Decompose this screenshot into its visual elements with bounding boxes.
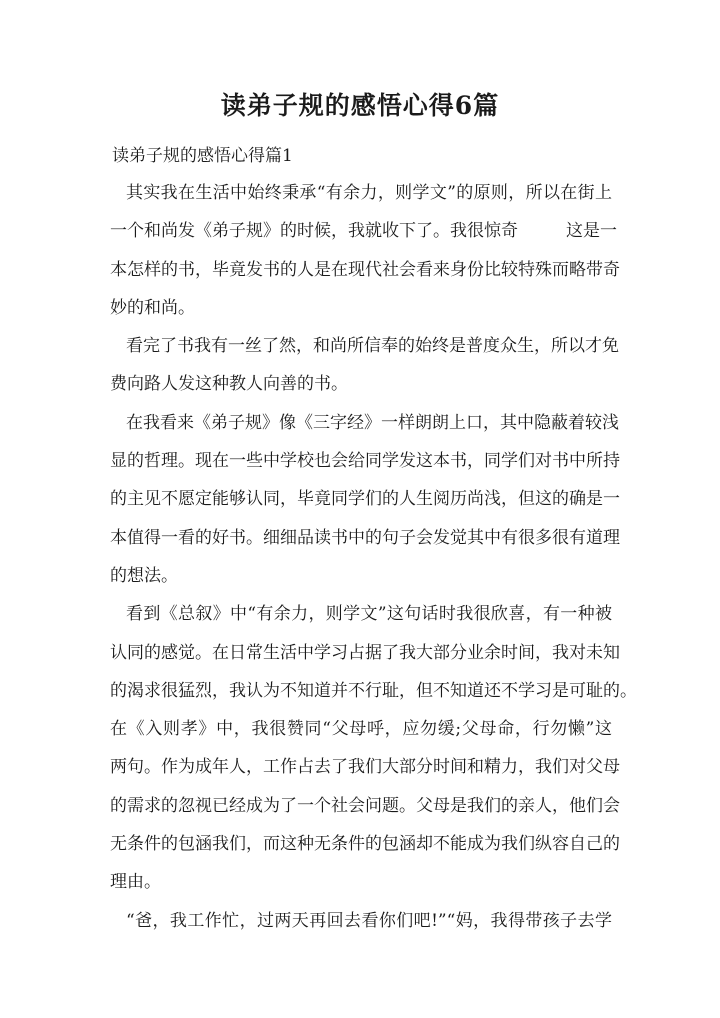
document-body xyxy=(110,174,637,940)
section-heading: 读弟子规的感悟心得篇1 xyxy=(112,146,293,166)
text-line: 看到《总叙》中“有余力，则学文”这句话时我很欣喜，有一种被 xyxy=(126,604,612,625)
text-line: 本值得一看的好书。细细品读书中的句子会发觉其中有很多很有道理 xyxy=(110,527,620,548)
text-line: 的需求的忽视已经成为了一个社会问题。父母是我们的亲人，他们会 xyxy=(110,795,620,816)
text-line: 其实我在生活中始终秉承“有余力，则学文”的原则，所以在街上 xyxy=(126,183,612,203)
text-line: 本怎样的书，毕竟发书的人是在现代社会看来身份比较特殊而略带奇 xyxy=(110,259,620,280)
text-line: 认同的感觉。在日常生活中学习占据了我大部分业余时间，我对未知 xyxy=(110,642,620,663)
text-line: 显的哲理。现在一些中学校也会给同学发这本书，同学们对书中所持 xyxy=(110,451,620,472)
document-title: 读弟子规的感悟心得6篇 xyxy=(220,91,500,120)
text-line: 无条件的包涵我们，而这种无条件的包涵却不能成为我们纵容自己的 xyxy=(110,834,620,855)
text-line: 理由。 xyxy=(110,872,161,893)
text-line: 费向路人发这种教人向善的书。 xyxy=(110,374,348,395)
text-line: 妙的和尚。 xyxy=(110,297,195,318)
text-line: “爸，我工作忙，过两天再回去看你们吧!”“妈，我得带孩子去学 xyxy=(126,910,612,931)
text-line: 的主见不愿定能够认同，毕竟同学们的人生阅历尚浅，但这的确是一 xyxy=(110,489,620,510)
text-line: 两句。作为成年人，工作占去了我们大部分时间和精力，我们对父母 xyxy=(110,757,620,778)
text-line: 在我看来《弟子规》像《三字经》一样朗朗上口，其中隐蔽着较浅 xyxy=(126,412,619,433)
text-line: 的渴求很猛烈，我认为不知道并不行耻，但不知道还不学习是可耻的。 xyxy=(110,680,637,701)
text-line: 的想法。 xyxy=(110,565,178,586)
text-line: 看完了书我有一丝了然，和尚所信奉的始终是普度众生，所以才免 xyxy=(126,336,619,357)
text-line: 在《入则孝》中，我很赞同“父母呼，应勿缓;父母命，行勿懒”这 xyxy=(110,719,612,740)
text-fragment: 一个和尚发《弟子规》的时候，我就收下了。我很惊奇 xyxy=(110,221,518,242)
text-fragment: 这是一 xyxy=(566,221,617,242)
text-line xyxy=(110,212,617,250)
